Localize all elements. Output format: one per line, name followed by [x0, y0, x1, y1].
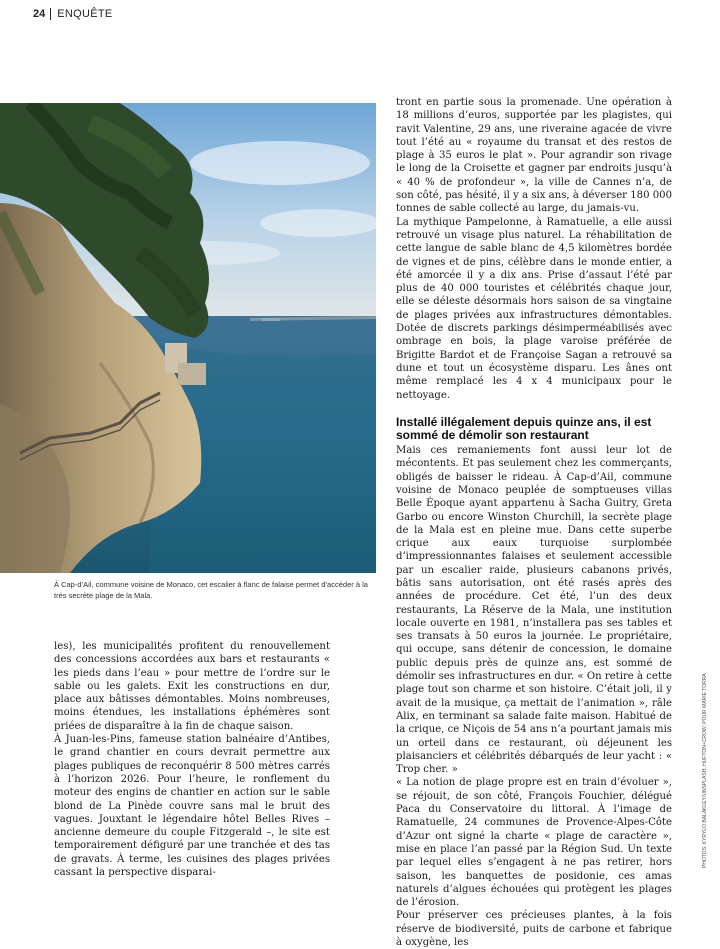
paragraph: La mythique Pampelonne, à Ramatuelle, a elle aussi retrouvé un visage plus naturel. La réhabilitation de cette langue de sable blanc de 4,5 kilomètres bordée de vignes et de pins, célèbre dans le monde entier, a été amorcée il y a dix ans. Prise d’assaut l’été par plus de 40 000 touristes et célébrités chaque jour, elle se déleste désormais hors saison de sa vingtaine de plages privées aux infrastructures démontables. Dotée de discrets parkings désimperméabilisés avec ombrage en bois, la plage varoise préférée de Brigitte Bardot et de Françoise Sagan a retrouvé sa dune et tout un écosystème disparu. Les ânes ont même remplacé les 4 x 4 municipaux pour le nettoyage. [396, 216, 672, 401]
paragraph: Pour préserver ces précieuses plantes, à la fois réserve de biodiversité, puits de carbone et fabrique à oxygène, les [396, 910, 672, 948]
paragraph: Mais ces remaniements font aussi leur lot de mécontents. Et pas seulement chez les commerçants, obligés de baisser le rideau. À Cap-d’Ail, commune voisine de Monaco peuplée de somptueuses villas Belle Époque ayant appartenu à Sacha Guitry, Greta Garbo ou encore Winston Churchill, la secrète plage de la Mala est en pleine mue. Dans cette superbe crique aux eaux turquoise surplombée d’impressionnantes falaises et seulement accessible par un escalier raide, plusieurs cabanons privés, bâtis sans autorisation, ont été rasés après des années de procédure. Cet été, l’un des deux restaurants, La Réserve de la Mala, une institution locale ouverte en 1981, n’installera pas ses tables et ses transats à 50 euros la journée. Le propriétaire, qui occupe, sans détenir de concession, le domaine public depuis près de quinze ans, est sommé de démolir ses infrastructures en dur. « On retire à cette plage tout son charme et son histoire. C’était joli, il y avait de la musique, ça mettait de l’animation », râle Alix, en terminant sa salade faite maison. Habitué de la crique, ce Niçois de 54 ans n’a pourtant jamais mis un orteil dans ce restaurant, où déjeunent les plaisanciers et célébrités débarqués de leur yacht : « Trop cher. » [396, 445, 672, 776]
page-number: 24 [33, 8, 46, 20]
left-column [54, 640, 330, 879]
paragraph: « La notion de plage propre est en train d’évoluer », se réjouit, de son côté, François Fouchier, délégué Paca du Conservatoire du littoral. À l’image de Ramatuelle, 24 communes de Provence-Alpes-Côte d’Azur ont signé la charte « plage de caractère », mise en place l’an passé par la Région Sud. Un texte par lequel elles s’engagent à ne pas retirer, hors saison, les banquettes de posidonie, ces amas naturels d’algues échouées qui protègent les plages de l’érosion. [396, 777, 672, 909]
photo-credit: PHOTOS: KYRYLO BALAKLEY/UNSPLASH; HUFTON+CROW; POUR MARIE TORRA [702, 673, 708, 868]
coastal-cliff-photo [0, 103, 376, 573]
header-divider [50, 8, 51, 20]
paragraph: À Juan-les-Pins, fameuse station balnéaire d’Antibes, le grand chantier en cours devrait permettre aux plages publiques de reconquérir 8 500 mètres carrés à l’horizon 2026. Pour l’heure, le ronflement du moteur des engins de chantier en action sur le sable blond de La Pinède couvre sans mal le bruit des vagues. Jouxtant le légendaire hôtel Belles Rives – ancienne demeure du couple Fitzgerald –, le site est temporairement défiguré par une tranchée et des tas de gravats. À terme, les cuisines des plages privées cassant la perspective disparai- [54, 734, 330, 879]
paragraph: les), les municipalités profitent du renouvellement des concessions accordées aux bars et restaurants « les pieds dans l’eau » pour mettre de l’ordre sur le sable ou les galets. Exit les constructions en dur, place aux bâtisses démontables. Moins nombreuses, moins étendues, les installations éphémères sont priées de disparaître à la fin de chaque saison. [54, 641, 330, 732]
section-label: ENQUÊTE [57, 8, 113, 20]
photo-caption: À Cap-d’Ail, commune voisine de Monaco, cet escalier à flanc de falaise permet d’accéder à la très secrète plage de la Mala. [54, 580, 368, 600]
subheading: Installé illégalement depuis quinze ans, il est sommé de démolir son restaurant [396, 414, 652, 443]
page-header [33, 7, 113, 21]
right-column [396, 96, 672, 949]
paragraph: tront en partie sous la promenade. Une opération à 18 millions d’euros, supportée par les plagistes, qui ravit Valentine, 29 ans, une riveraine agacée de vivre tout l’été au « royaume du transat et des restos de plage à 35 euros le plat ». Pour agrandir son rivage le long de la Croisette et gagner par endroits jusqu’à « 40 % de profondeur », la ville de Cannes n’a, de son côté, pas hésité, il y a six ans, à déverser 180 000 tonnes de sable collecté au large, du jamais-vu. [396, 97, 672, 215]
